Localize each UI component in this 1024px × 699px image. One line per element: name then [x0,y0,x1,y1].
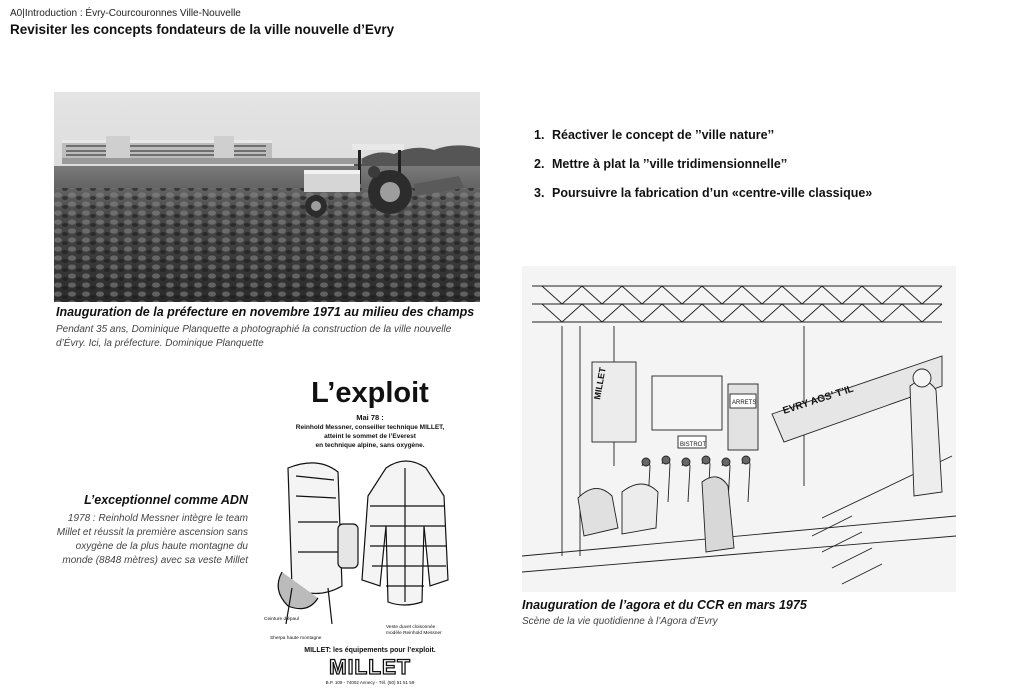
svg-text:BISTROT: BISTROT [680,442,707,448]
prefecture-photo [54,92,480,302]
concept-item: 2. Mettre à plat la ’’ville tridimensionnelle’’ [534,157,788,171]
svg-text:Mai 78 :: Mai 78 : [356,413,384,422]
agora-caption-title: Inauguration de l’agora et du CCR en mars 1975 [522,598,807,612]
breadcrumb: A0|Introduction : Évry-Courcouronnes Ville-Nouvelle [10,8,241,19]
adn-line: monde (8848 mètres) avec sa veste Millet [62,555,248,566]
prefecture-caption-line1: Pendant 35 ans, Dominique Planquette a photographié la construction de la ville nouvelle [56,324,452,335]
svg-text:modèle Reinhold Messner: modèle Reinhold Messner [386,631,442,636]
svg-text:MILLET: les équipements pour l: MILLET: les équipements pour l’exploit. [304,647,436,654]
svg-text:B.P. 109 - 74002 Annecy - Tél.: B.P. 109 - 74002 Annecy - Tél. (50) 51 51 59 [325,680,415,685]
adn-title: L’exceptionnel comme ADN [84,493,248,507]
adn-line: oxygène de la plus haute montagne du [75,541,248,552]
agora-caption-body: Scène de la vie quotidienne à l’Agora d’Evry [522,616,718,627]
svg-text:MILLET: MILLET [592,366,608,401]
svg-text:Sherpa haute montagne: Sherpa haute montagne [270,636,322,641]
prefecture-caption-title: Inauguration de la préfecture en novembre 1971 au milieu des champs [56,305,475,319]
adn-line: 1978 : Reinhold Messner intègre le team [67,513,248,524]
concept-item: 3. Poursuivre la fabrication d’un «centre-ville classique» [534,186,873,200]
agora-sketch [522,266,956,592]
adn-line: Millet et réussit la première ascension sans [56,527,248,538]
svg-text:ARRETS: ARRETS [732,400,757,406]
svg-text:Ceinture d’épaul: Ceinture d’épaul [264,617,299,622]
page-title: Revisiter les concepts fondateurs de la ville nouvelle d’Evry [10,22,395,37]
adn-block [10,493,248,568]
concept-item: 1. Réactiver le concept de ’’ville nature’’ [534,128,775,142]
svg-text:en technique alpine, sans oxyg: en technique alpine, sans oxygène. [315,442,425,449]
svg-text:EVRY AGS’ T’IL: EVRY AGS’ T’IL [781,383,855,417]
ad-headline: L’exploit [311,377,429,409]
svg-text:Reinhold Messner, conseiller t: Reinhold Messner, conseiller technique MILLET, [295,424,445,431]
prefecture-caption-line2: d’Évry. Ici, la préfecture. Dominique Planquette [56,338,264,349]
svg-text:atteint le sommet de l’Everest: atteint le sommet de l’Everest [324,433,416,440]
millet-advert [258,376,482,688]
svg-text:Veste duvet cloisonnée: Veste duvet cloisonnée [386,625,436,630]
concepts-list [534,128,872,215]
millet-logo: MILLET [329,656,411,679]
